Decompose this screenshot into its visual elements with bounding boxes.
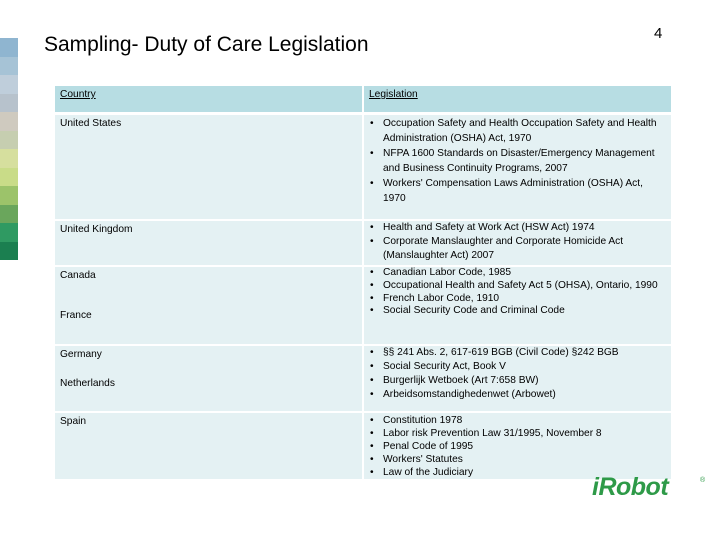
irobot-logo (592, 474, 710, 505)
stripe-square (0, 186, 18, 205)
table-row-country (55, 115, 362, 219)
table-row-country (55, 221, 362, 265)
legislation-item: • Arbeidsomstandighedenwet (Arbowet) (369, 388, 667, 402)
table-row-country (55, 346, 362, 411)
legislation-list (369, 221, 667, 263)
table-row-legislation (364, 221, 671, 265)
legislation-item: • Canadian Labor Code, 1985 (369, 267, 667, 280)
stripe-square (0, 57, 18, 76)
stripe-square (0, 205, 18, 224)
table-row-legislation (364, 413, 671, 479)
legislation-item: • Penal Code of 1995 (369, 440, 667, 453)
country-label: France (60, 310, 92, 321)
legislation-list (369, 267, 667, 318)
table-header-legislation (364, 86, 671, 112)
stripe-square (0, 149, 18, 168)
stripe-square (0, 38, 18, 57)
page-number: 4 (654, 25, 663, 42)
legislation-item: • Constitution 1978 (369, 414, 667, 427)
country-label: Netherlands (60, 378, 115, 389)
table-row-country (55, 267, 362, 344)
legislation-list (369, 414, 667, 479)
legislation-item: • Social Security Code and Criminal Code (369, 305, 667, 318)
country-label: Canada (60, 270, 96, 281)
legislation-item: • §§ 241 Abs. 2, 617-619 BGB (Civil Code) §242 BGB (369, 346, 667, 360)
legislation-item: • Labor risk Prevention Law 31/1995, November 8 (369, 427, 667, 440)
decorative-color-stripe (0, 38, 18, 260)
country-label: United Kingdom (60, 224, 133, 235)
stripe-square (0, 131, 18, 150)
header-label-country: Country (60, 89, 96, 100)
legislation-item: • Health and Safety at Work Act (HSW Act) 1974 (369, 221, 667, 235)
legislation-item: • Occupation Safety and Health Occupation Safety and Health Administration (OSHA) Act, 1970 (369, 116, 667, 146)
country-label: Germany (60, 349, 102, 360)
legislation-item: • French Labor Code, 1910 (369, 293, 667, 306)
table-row-legislation (364, 115, 671, 219)
country-label: Spain (60, 416, 87, 427)
stripe-square (0, 75, 18, 94)
table-row-legislation (364, 267, 671, 344)
legislation-item: • Workers' Compensation Laws Administration (OSHA) Act, 1970 (369, 176, 667, 206)
header-label-legislation: Legislation (369, 89, 418, 100)
table-row-legislation (364, 346, 671, 411)
stripe-square (0, 94, 18, 113)
page-title: Sampling- Duty of Care Legislation (44, 33, 369, 56)
registered-mark: ® (700, 477, 706, 484)
legislation-item: • Law of the Judiciary (369, 466, 667, 479)
stripe-square (0, 223, 18, 242)
legislation-item: • NFPA 1600 Standards on Disaster/Emergency Management and Business Continuity Programs, 2007 (369, 146, 667, 176)
irobot-logo-mark (592, 474, 710, 500)
stripe-square (0, 242, 18, 261)
stripe-square (0, 112, 18, 131)
country-label: United States (60, 118, 122, 129)
legislation-list (369, 346, 667, 402)
stripe-square (0, 168, 18, 187)
legislation-item: • Occupational Health and Safety Act 5 (OHSA), Ontario, 1990 (369, 280, 667, 293)
logo-wordmark: iRobot (592, 474, 669, 500)
table-row-country (55, 413, 362, 479)
legislation-item: • Workers' Statutes (369, 453, 667, 466)
legislation-list (369, 116, 667, 206)
legislation-item: • Corporate Manslaughter and Corporate Homicide Act (Manslaughter Act) 2007 (369, 235, 667, 263)
table-header-country (55, 86, 362, 112)
legislation-item: • Burgerlijk Wetboek (Art 7:658 BW) (369, 374, 667, 388)
legislation-item: • Social Security Act, Book V (369, 360, 667, 374)
